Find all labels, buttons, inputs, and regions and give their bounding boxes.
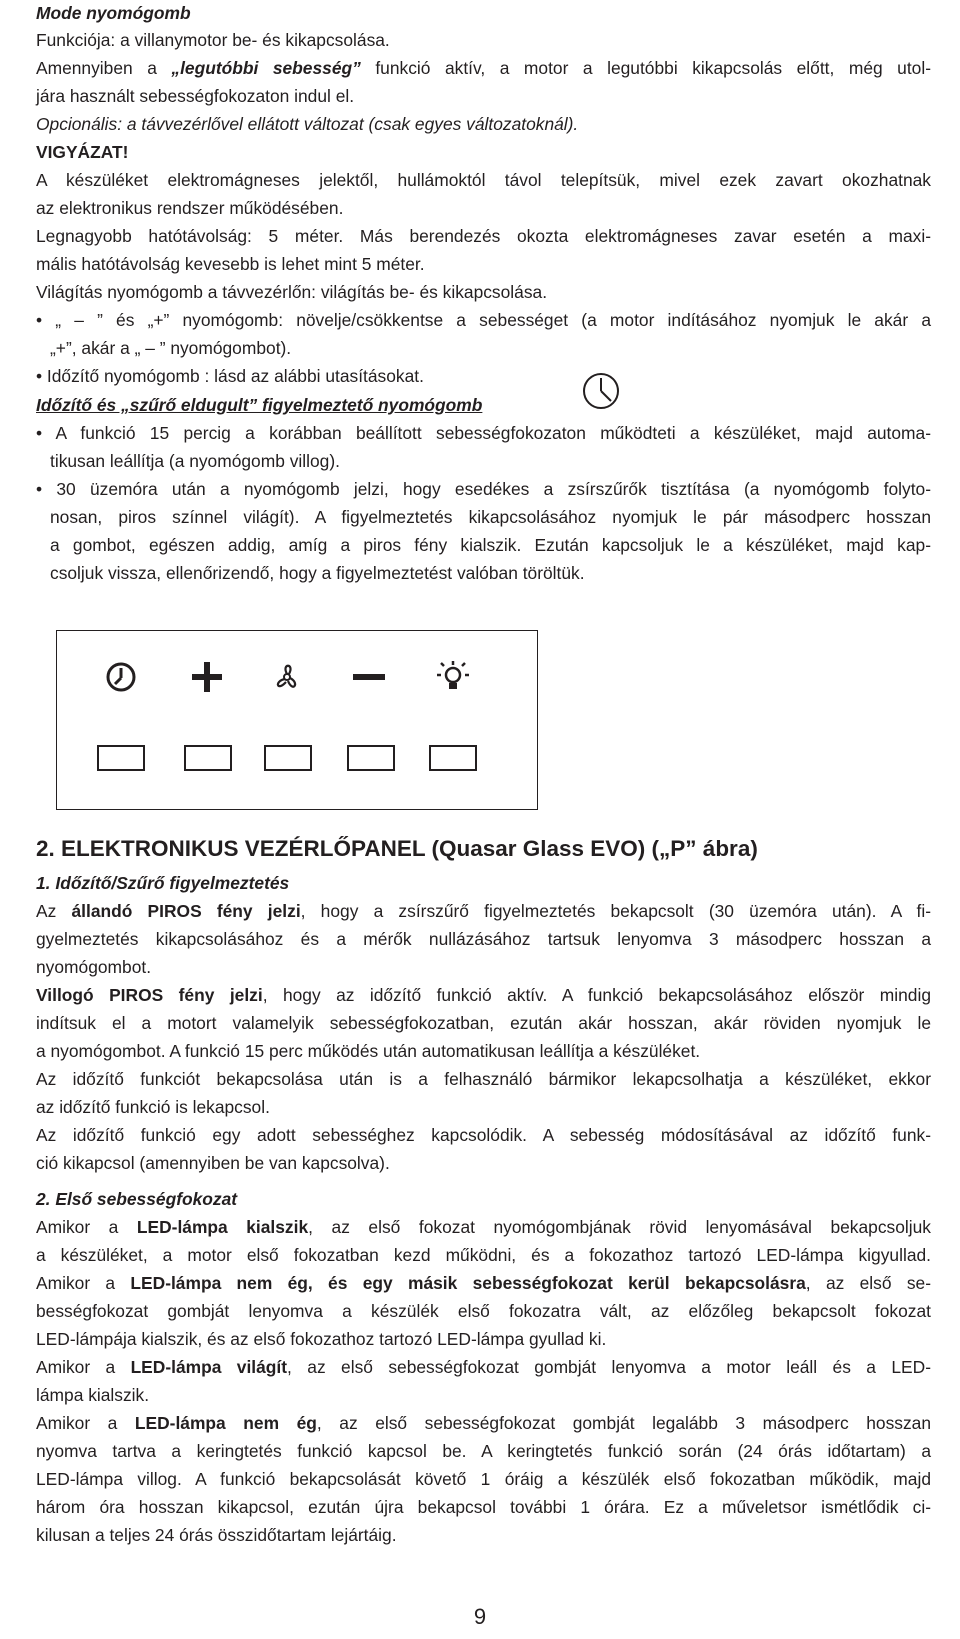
s2-q12: kilusan a teljes 24 órás összidőtartam lejártáig. xyxy=(36,1525,397,1545)
s2-q8: Amikor a LED-lámpa nem ég, az első sebességfokozat gombját legalább 3 másodperc hosszan xyxy=(36,1413,932,1433)
fan-icon xyxy=(269,659,305,695)
mode-line-11: • „ – ” és „+” nyomógomb: növelje/csökkentse a sebességet (a motor indításához nyomjuk le akár a xyxy=(36,310,931,330)
s1-p4: Villogó PIROS fény jelzi, hogy az időzítő funkció aktív. A funkció bekapcsolásához először mindig xyxy=(36,985,931,1005)
timer-bullet-2b: nosan, piros színnel világít). A figyelmeztetés kikapcsolásához nyomjuk le pár másodperc hosszan xyxy=(50,507,931,527)
s2-q11: három óra hosszan kikapcsol, ezután újra bekapcsol további 1 órára. Ez a műveletsor ismétlődik ci- xyxy=(36,1497,931,1517)
s1-p5: indítsuk el a motort valamelyik sebességfokozatban, ezután akár hosszan, akár röviden nyomjuk le xyxy=(36,1013,931,1033)
mode-line-6: A készüléket elektromágneses jelektől, hullámoktól távol telepítsük, mivel ezek zavart okozhatnak xyxy=(36,170,931,190)
mode-line-7: az elektronikus rendszer működésében. xyxy=(36,198,344,218)
s2-q5: LED-lámpája kialszik, és az első fokozathoz tartozó LED-lámpa gyullad ki. xyxy=(36,1329,607,1349)
s1-p3: nyomógombot. xyxy=(36,957,152,977)
timer-bullet-1b: tikusan leállítja (a nyomógomb villog). xyxy=(50,451,340,471)
mode-line-3: jára használt sebességfokozaton indul el. xyxy=(36,86,355,106)
s1-p8: az időzítő funkció is lekapcsol. xyxy=(36,1097,270,1117)
subsection-2-title: 2. Első sebességfokozat xyxy=(36,1189,238,1209)
s2-q6: Amikor a LED-lámpa világít, az első sebességfokozat gombját lenyomva a motor leáll és a LED- xyxy=(36,1357,931,1377)
timer-bullet-2c: a gombot, egészen addig, amíg a piros fény kialszik. Ezután kapcsoljuk le a készüléket, majd kap- xyxy=(50,535,931,555)
mode-line-12: „+”, akár a „ – ” nyomógombot). xyxy=(50,338,292,358)
mode-line-1: Funkciója: a villanymotor be- és kikapcsolása. xyxy=(36,30,390,50)
mode-line-10: Világítás nyomógomb a távvezérlőn: világítás be- és kikapcsolása. xyxy=(36,282,548,302)
warning-label: VIGYÁZAT! xyxy=(36,142,129,162)
s2-q2: a készüléket, a motor első fokozatban kezd működni, és a fokozathoz tartozó LED-lámpa kigyullad. xyxy=(36,1245,931,1265)
panel-button-plus[interactable] xyxy=(184,745,232,771)
s1-p2: gyelmeztetés kikapcsolásához és a mérők nullázásához tartsuk lenyomva 3 másodperc hosszan a xyxy=(36,929,931,949)
panel-button-light[interactable] xyxy=(429,745,477,771)
s2-q7: lámpa kialszik. xyxy=(36,1385,150,1405)
mode-line-2: Amennyiben a „legutóbbi sebesség” funkció aktív, a motor a legutóbbi kikapcsolás előtt, még utol- xyxy=(36,58,932,78)
mode-heading: Mode nyomógomb xyxy=(36,3,191,23)
light-icon xyxy=(435,659,471,695)
mode-line-4: Opcionális: a távvezérlővel ellátott változat (csak egyes változatoknál). xyxy=(36,114,579,134)
minus-icon xyxy=(351,659,387,695)
s2-q10: LED-lámpa villog. A funkció bekapcsolását követő 1 óráig a készülék első fokozatban működik, majd xyxy=(36,1469,931,1489)
timer-heading: Időzítő és „szűrő eldugult” figyelmeztető nyomógomb xyxy=(36,395,483,415)
clock-icon xyxy=(582,370,622,416)
s1-p1: Az állandó PIROS fény jelzi, hogy a zsírszűrő figyelmeztetés bekapcsolt (30 üzemóra után). A fi- xyxy=(36,901,931,921)
s1-p7: Az időzítő funkciót bekapcsolása után is a felhasználó bármikor lekapcsolhatja a készüléket, ekkor xyxy=(36,1069,931,1089)
s2-q9: nyomva tartva a keringtetés funkció kapcsol be. A keringtetés funkció során (24 órás időtartam) a xyxy=(36,1441,931,1461)
s1-p10: ció kikapcsol (amennyiben be van kapcsolva). xyxy=(36,1153,390,1173)
s2-q3: Amikor a LED-lámpa nem ég, és egy másik sebességfokozat kerül bekapcsolásra, az első se- xyxy=(36,1273,931,1293)
mode-line-8: Legnagyobb hatótávolság: 5 méter. Más berendezés okozta elektromágneses zavar esetén a maxi- xyxy=(36,226,932,246)
s1-p6: a nyomógombot. A funkció 15 perc működés után automatikusan leállítja a készüléket. xyxy=(36,1041,701,1061)
s1-p9: Az időzítő funkció egy adott sebességhez kapcsolódik. A sebesség módosításával az időzítő funk- xyxy=(36,1125,931,1145)
timer-bullet-1a: • A funkció 15 percig a korábban beállított sebességfokozaton működteti a készüléket, majd automa- xyxy=(36,423,931,443)
control-panel-figure xyxy=(56,630,538,810)
timer-bullet-2d: csoljuk vissza, ellenőrizendő, hogy a figyelmeztetést valóban töröltük. xyxy=(50,563,585,583)
panel-button-timer[interactable] xyxy=(97,745,145,771)
panel-button-minus[interactable] xyxy=(347,745,395,771)
s2-q4: bességfokozat gombját lenyomva a készülék első fokozatra vált, az előzőleg bekapcsolt fokozat xyxy=(36,1301,931,1321)
page-number: 9 xyxy=(473,1604,487,1629)
section-2-heading: 2. ELEKTRONIKUS VEZÉRLŐPANEL (Quasar Glass EVO) („P” ábra) xyxy=(36,836,758,861)
subsection-1-title: 1. Időzítő/Szűrő figyelmeztetés xyxy=(36,873,290,893)
timer-bullet-2a: • 30 üzemóra után a nyomógomb jelzi, hogy esedékes a zsírszűrők tisztítása (a nyomógomb folyto- xyxy=(36,479,931,499)
s2-q1: Amikor a LED-lámpa kialszik, az első fokozat nyomógombjának rövid lenyomásával bekapcsoljuk xyxy=(36,1217,931,1237)
mode-line-13: • Időzítő nyomógomb : lásd az alábbi utasításokat. xyxy=(36,366,424,386)
panel-button-fan[interactable] xyxy=(264,745,312,771)
timer-icon xyxy=(103,659,139,695)
plus-icon xyxy=(189,659,225,695)
mode-line-9: mális hatótávolság kevesebb is lehet mint 5 méter. xyxy=(36,254,425,274)
